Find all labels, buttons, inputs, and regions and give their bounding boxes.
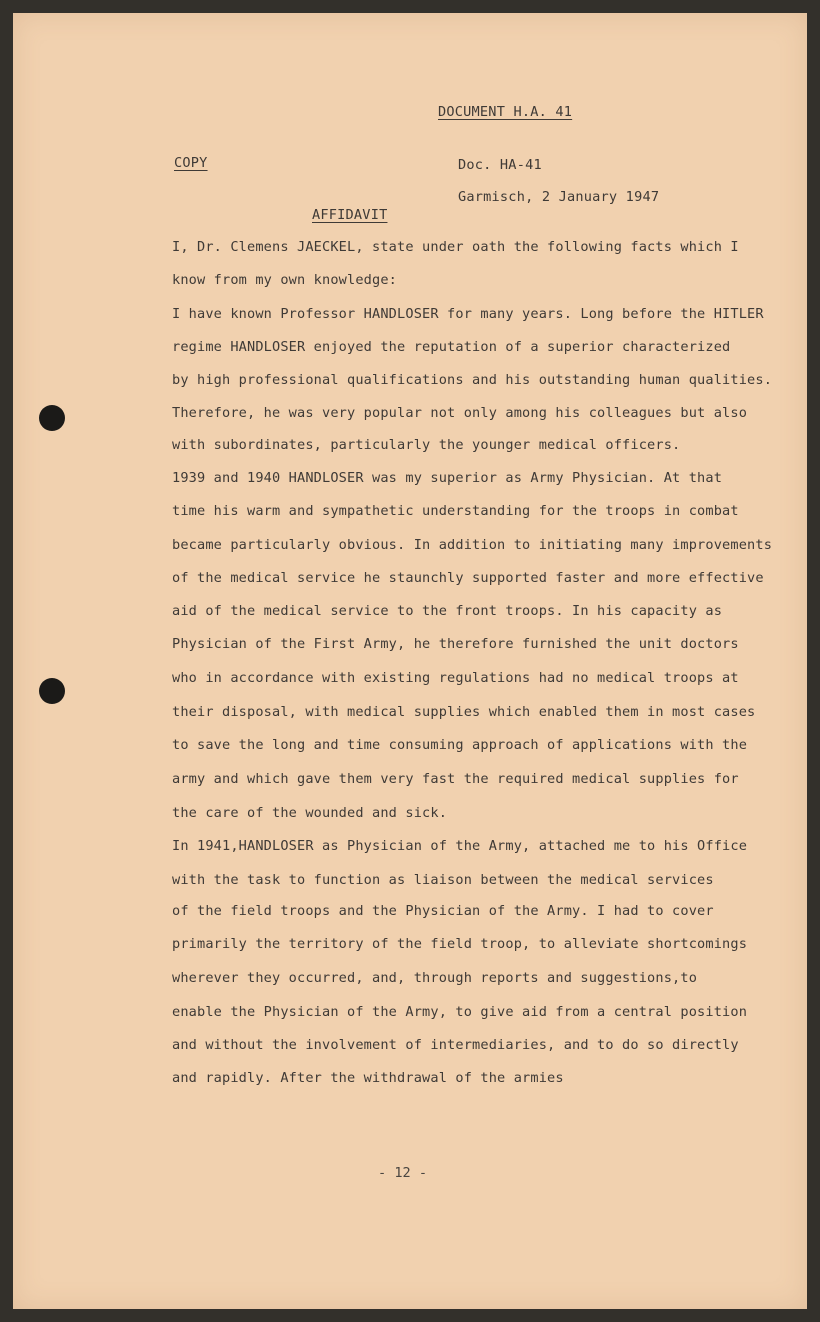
- body-line: I, Dr. Clemens JAECKEL, state under oath the following facts which I: [172, 239, 739, 255]
- body-line: by high professional qualifications and his outstanding human qualities.: [172, 372, 773, 388]
- body-line: with subordinates, particularly the younger medical officers.: [172, 437, 681, 453]
- place-date: Garmisch, 2 January 1947: [458, 189, 660, 205]
- body-line: regime HANDLOSER enjoyed the reputation of a superior characterized: [172, 339, 731, 355]
- copy-label: COPY: [174, 155, 208, 171]
- document-page: [13, 13, 807, 1309]
- body-line: time his warm and sympathetic understanding for the troops in combat: [172, 503, 739, 519]
- body-line: of the field troops and the Physician of the Army. I had to cover: [172, 903, 714, 919]
- body-line: their disposal, with medical supplies which enabled them in most cases: [172, 704, 756, 720]
- punch-hole-lower: [39, 678, 65, 704]
- body-line: army and which gave them very fast the required medical supplies for: [172, 771, 739, 787]
- body-line: In 1941,HANDLOSER as Physician of the Army, attached me to his Office: [172, 838, 748, 854]
- body-line: Physician of the First Army, he therefore furnished the unit doctors: [172, 636, 739, 652]
- affidavit-title: AFFIDAVIT: [312, 207, 388, 223]
- body-line: and rapidly. After the withdrawal of the armies: [172, 1070, 564, 1086]
- body-line: primarily the territory of the field troop, to alleviate shortcomings: [172, 936, 748, 952]
- body-line: 1939 and 1940 HANDLOSER was my superior as Army Physician. At that: [172, 470, 723, 486]
- body-line: of the medical service he staunchly supported faster and more effective: [172, 570, 764, 586]
- document-label: DOCUMENT H.A. 41: [438, 104, 573, 120]
- body-line: I have known Professor HANDLOSER for many years. Long before the HITLER: [172, 306, 764, 322]
- body-line: the care of the wounded and sick.: [172, 805, 448, 821]
- body-line: enable the Physician of the Army, to give aid from a central position: [172, 1004, 748, 1020]
- body-line: with the task to function as liaison between the medical services: [172, 872, 714, 888]
- punch-hole-upper: [39, 405, 65, 431]
- body-line: Therefore, he was very popular not only among his colleagues but also: [172, 405, 748, 421]
- doc-reference: Doc. HA-41: [458, 157, 542, 173]
- body-line: know from my own knowledge:: [172, 272, 398, 288]
- body-line: wherever they occurred, and, through reports and suggestions,to: [172, 970, 698, 986]
- body-line: and without the involvement of intermediaries, and to do so directly: [172, 1037, 739, 1053]
- page-number: - 12 -: [378, 1165, 428, 1181]
- body-line: aid of the medical service to the front troops. In his capacity as: [172, 603, 723, 619]
- body-line: became particularly obvious. In addition to initiating many improvements: [172, 537, 773, 553]
- body-line: to save the long and time consuming approach of applications with the: [172, 737, 748, 753]
- body-line: who in accordance with existing regulations had no medical troops at: [172, 670, 739, 686]
